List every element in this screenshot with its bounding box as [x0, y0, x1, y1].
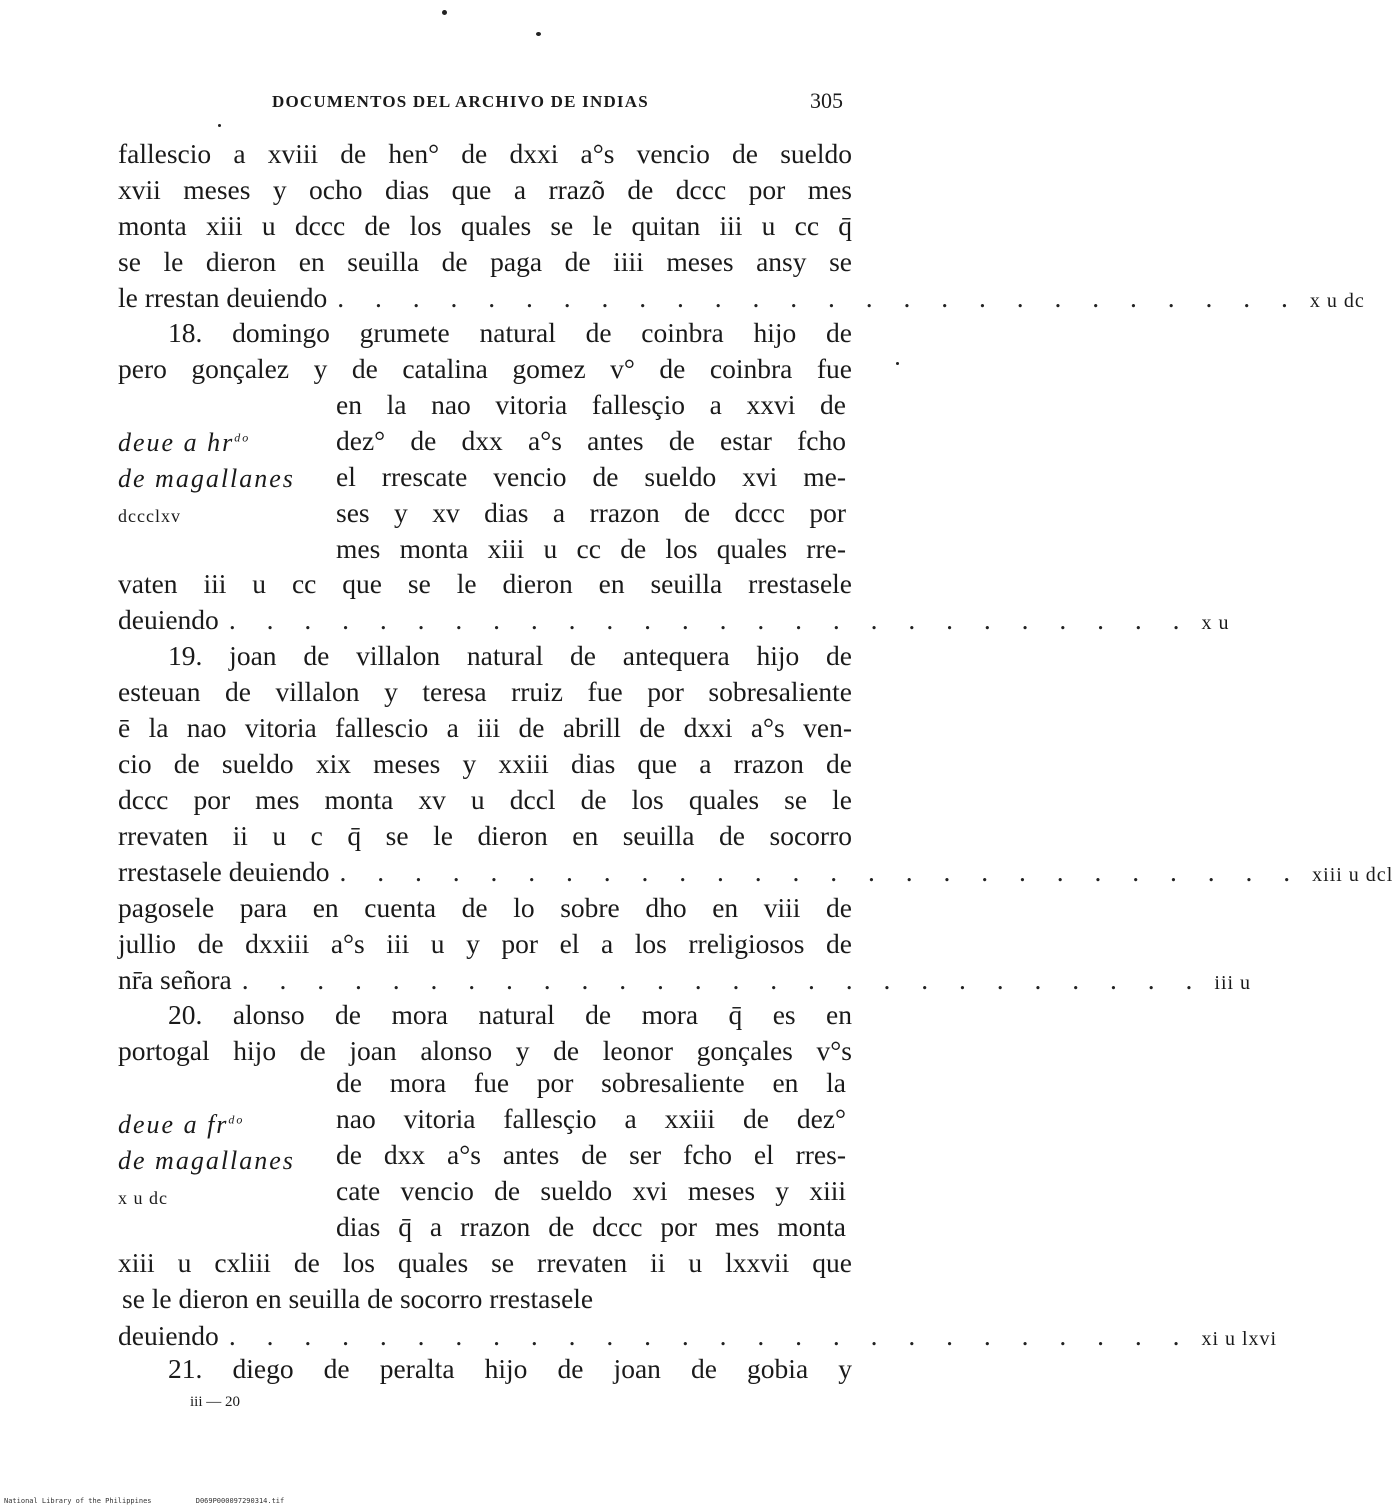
text-line: vaten iii u cc que se le dieron en seuilla rrestasele — [118, 568, 852, 599]
leader-dots: . . . . . . . . . . . . . . . . . . . . . . . . . . — [228, 1320, 1192, 1351]
leader-dots: . . . . . . . . . . . . . . . . . . . . . . . . . . — [337, 282, 1300, 313]
scan-speck — [218, 124, 221, 127]
text-line: xiii u cxliii de los quales se rrevaten ii u lxxvii que — [118, 1247, 852, 1278]
leader-line — [118, 604, 1230, 635]
text-line: portogal hijo de joan alonso y de leonor gonçales v°s — [118, 1035, 852, 1066]
amount: iii u — [1214, 972, 1252, 994]
leader-dots: . . . . . . . . . . . . . . . . . . . . . . . . . . — [228, 604, 1192, 635]
margin-amount: dccclxv — [118, 506, 181, 526]
margin-amount: x u dc — [118, 1188, 168, 1208]
text-line: en la nao vitoria fallesçio a xxvi de — [336, 389, 846, 420]
text-line: dias q̄ a rrazon de dccc por mes monta — [336, 1211, 846, 1242]
leader-dots: . . . . . . . . . . . . . . . . . . . . . . . . . . — [339, 856, 1303, 887]
amount: xiii u dcl — [1312, 864, 1393, 886]
text-line: 20. alonso de mora natural de mora q̄ es en — [168, 999, 852, 1030]
leader-text: deuiendo — [118, 604, 219, 635]
leader-line — [118, 856, 1393, 887]
leader-line — [118, 964, 1252, 995]
text-line: el rrescate vencio de sueldo xvi me- — [336, 461, 846, 492]
text-line: 18. domingo grumete natural de coinbra hijo de — [168, 317, 852, 348]
margin-note — [118, 428, 250, 458]
text-line: monta xiii u dccc de los quales se le quitan iii u cc q̄ — [118, 210, 852, 241]
leader-text: deuiendo — [118, 1320, 219, 1351]
margin-note-text: deue a fr — [118, 1110, 229, 1139]
leader-dots: . . . . . . . . . . . . . . . . . . . . . . . . . . — [241, 964, 1205, 995]
leader-text: nr̄a señora — [118, 964, 232, 995]
leader-text: le rrestan deuiendo — [118, 282, 328, 313]
text-line: pagosele para en cuenta de lo sobre dho en viii de — [118, 892, 852, 923]
margin-note-sup: do — [228, 1112, 245, 1127]
text-line: xvii meses y ocho dias que a rrazõ de dccc por mes — [118, 174, 852, 205]
text-line: dccc por mes monta xv u dccl de los quales se le — [118, 784, 852, 815]
leader-line — [118, 282, 1365, 313]
text-line: ses y xv dias a rrazon de dccc por — [336, 497, 846, 528]
text-line: ē la nao vitoria fallescio a iii de abrill de dxxi a°s ven- — [118, 712, 852, 743]
leader-line — [118, 1320, 1278, 1351]
running-title: DOCUMENTOS DEL ARCHIVO DE INDIAS — [272, 92, 649, 111]
text-line: cate vencio de sueldo xvi meses y xiii — [336, 1175, 846, 1206]
margin-note-text: deue a hr — [118, 428, 235, 457]
text-line: cio de sueldo xix meses y xxiii dias que a rrazon de — [118, 748, 852, 779]
scan-speck — [442, 10, 447, 15]
amount: xi u lxvi — [1201, 1328, 1278, 1350]
scan-speck — [536, 32, 541, 36]
amount: x u — [1201, 612, 1230, 634]
text-line: rrevaten ii u c q̄ se le dieron en seuilla de socorro — [118, 820, 852, 851]
footer-library: National Library of the Philippines — [4, 1497, 152, 1505]
footer-file: D069P000097290314.tif — [195, 1497, 285, 1505]
text-line: esteuan de villalon y teresa rruiz fue por sobresaliente — [118, 676, 852, 707]
text-line: de dxx a°s antes de ser fcho el rres- — [336, 1139, 846, 1170]
scan-speck — [896, 362, 899, 365]
signature-mark: iii — 20 — [190, 1394, 241, 1410]
text-line: de mora fue por sobresaliente en la — [336, 1067, 846, 1098]
leader-text: rrestasele deuiendo — [118, 856, 330, 887]
text-line: fallescio a xviii de hen° de dxxi a°s vencio de sueldo — [118, 138, 852, 169]
text-line: mes monta xiii u cc de los quales rre- — [336, 533, 846, 564]
text-line: jullio de dxxiii a°s iii u y por el a los rreligiosos de — [118, 928, 852, 959]
text-line: 19. joan de villalon natural de antequera hijo de — [168, 640, 852, 671]
text-line: pero gonçalez y de catalina gomez v° de coinbra fue — [118, 353, 852, 384]
margin-note: de magallanes — [118, 1146, 295, 1175]
text-line: nao vitoria fallesçio a xxiii de dez° — [336, 1103, 846, 1134]
amount: x u dc — [1309, 290, 1365, 312]
margin-note — [118, 1110, 244, 1140]
text-line: dez° de dxx a°s antes de estar fcho — [336, 425, 846, 456]
margin-note-sup: do — [234, 430, 251, 445]
text-line: se le dieron en seuilla de socorro rrestasele — [122, 1283, 594, 1314]
text-line: 21. diego de peralta hijo de joan de gobia y — [168, 1353, 852, 1384]
scan-footer — [4, 1497, 324, 1505]
page-number: 305 — [810, 88, 843, 113]
text-line: se le dieron en seuilla de paga de iiii meses ansy se — [118, 246, 852, 277]
margin-note: de magallanes — [118, 464, 295, 493]
